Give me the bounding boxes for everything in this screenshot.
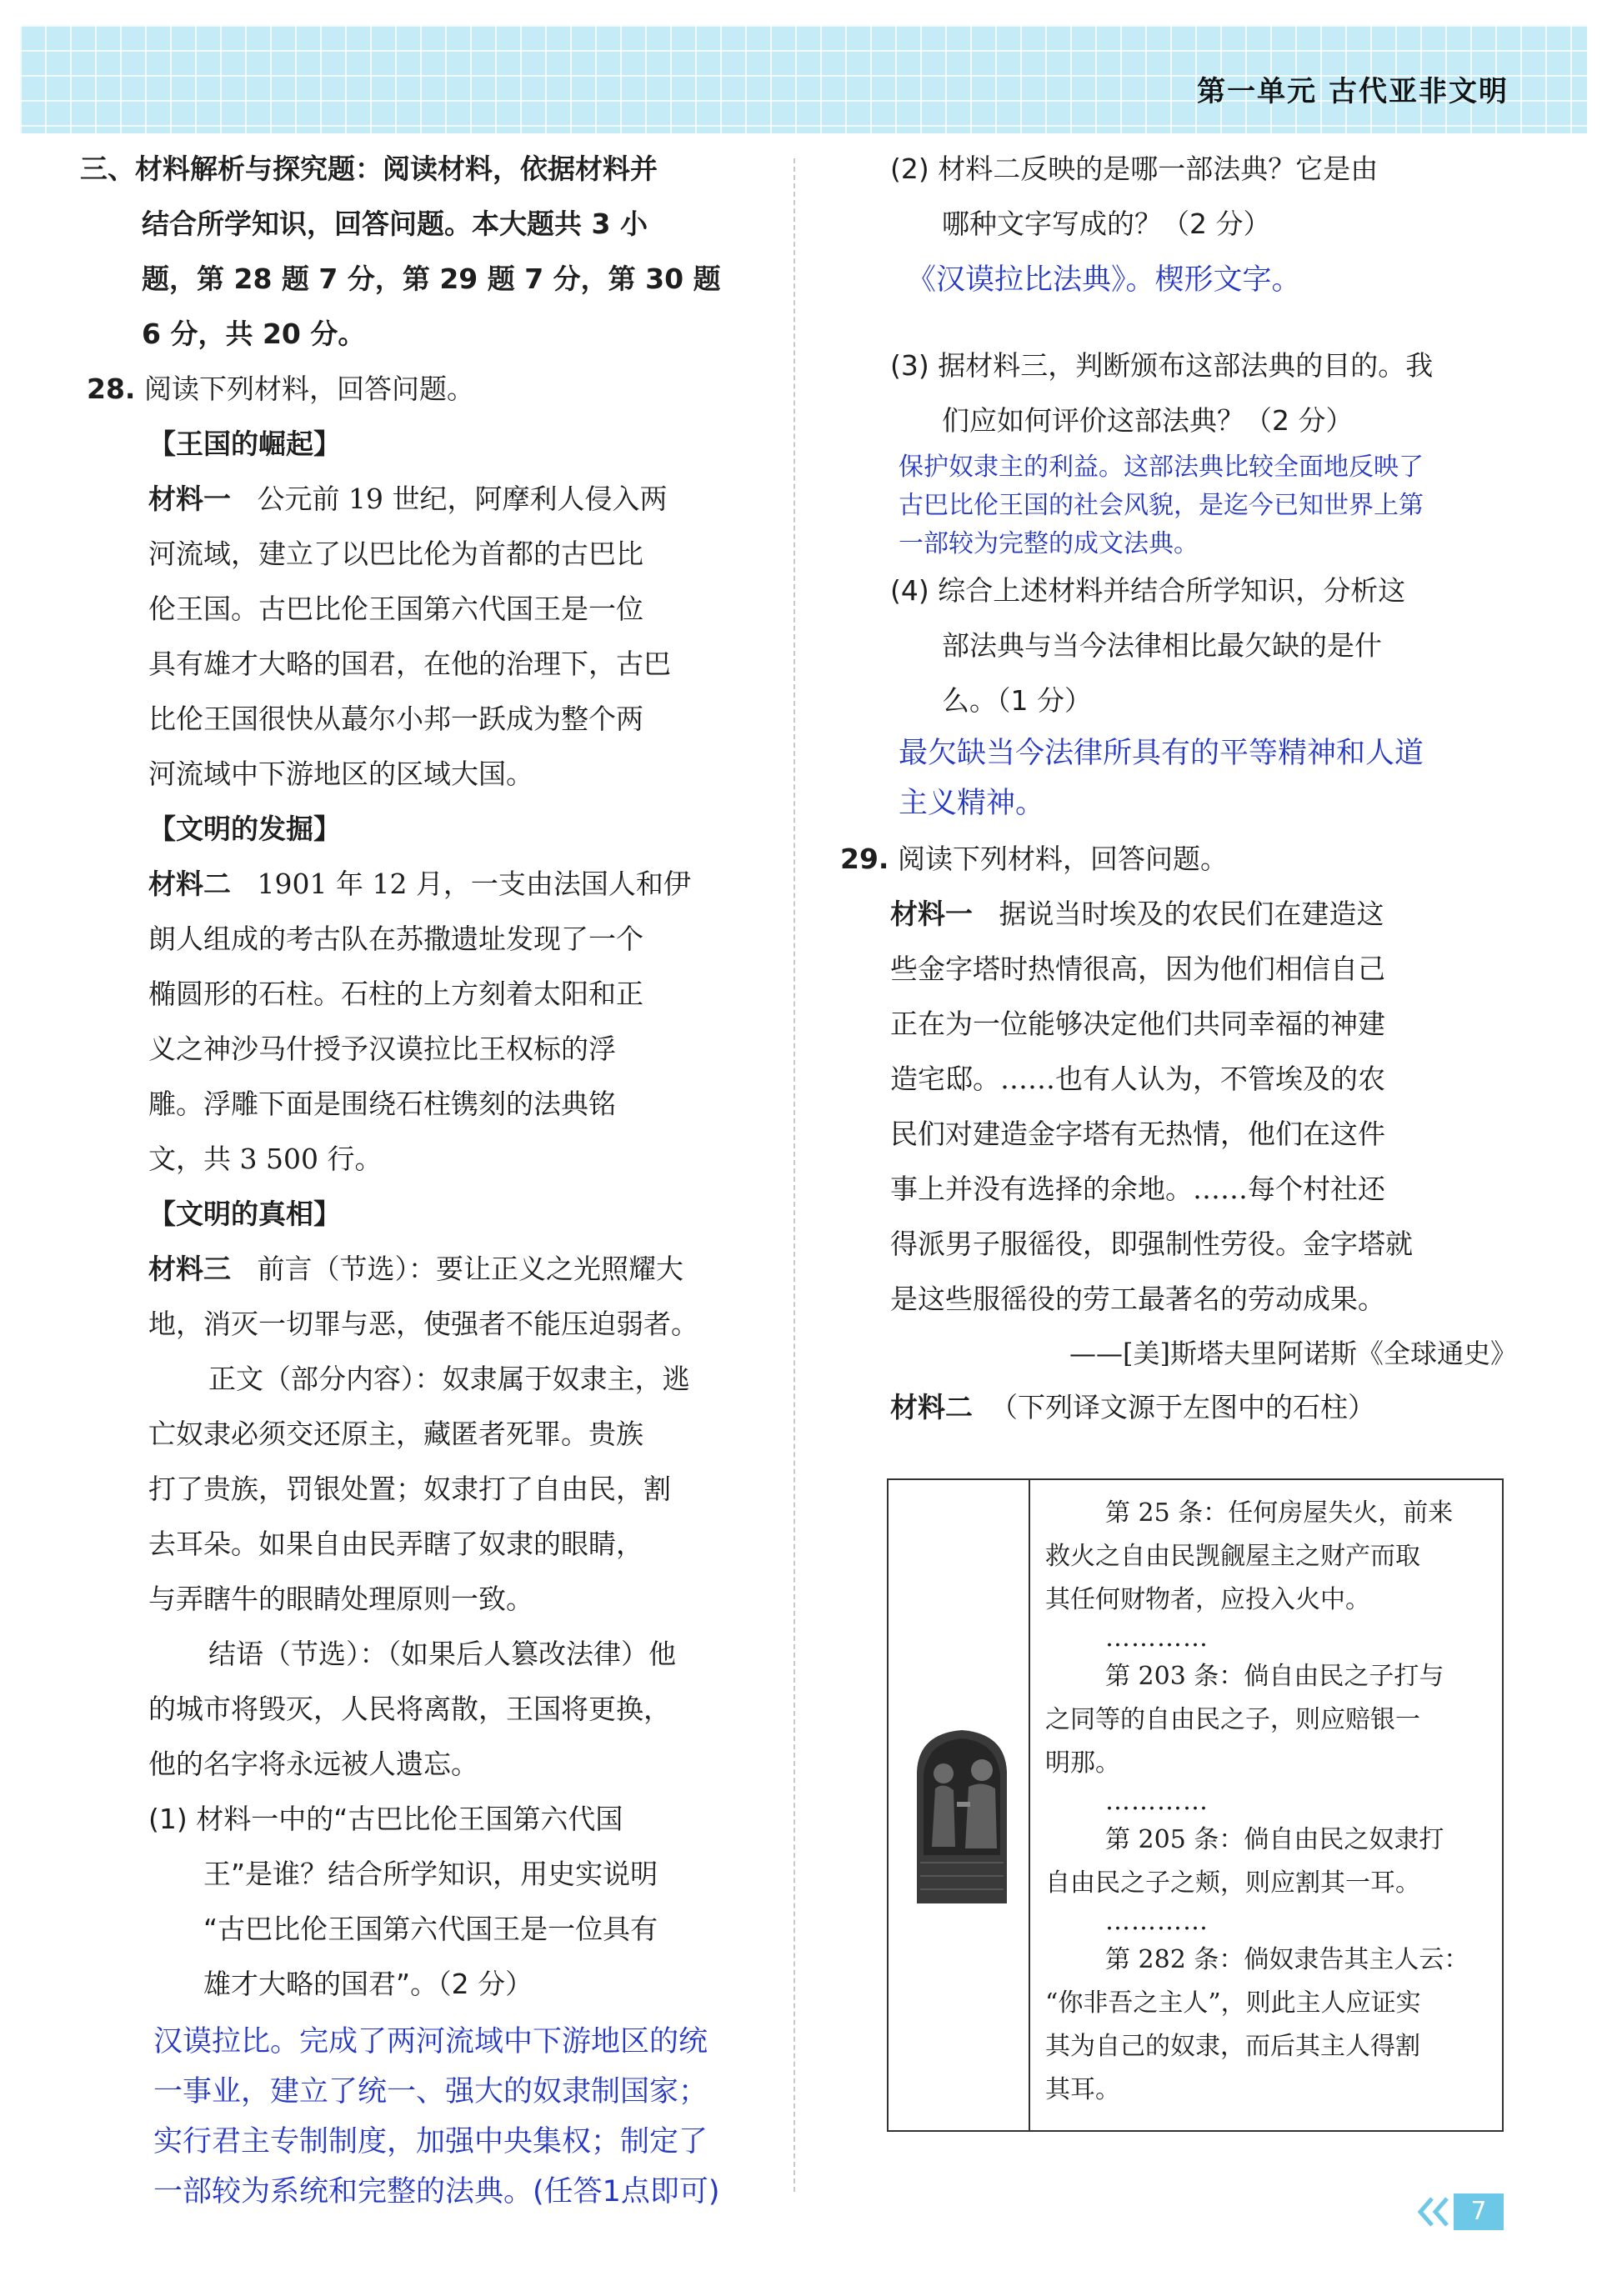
law-text: 之同等的自由民之子，则应赔银一 [1045,1705,1420,1734]
material-note: （下列译文源于左图中的石柱） [989,1391,1375,1423]
sub-question-2 [890,142,1517,252]
material-source: ——[美]斯塔夫里阿诺斯《全球通史》 [1069,1338,1517,1369]
material-text: 正文（部分内容）：奴隶属于奴隶主，逃 [208,1363,690,1395]
law-articles [1045,1492,1487,2112]
question-stem: 阅读下列材料，回答问题。 [897,843,1228,875]
answer-text: 一事业，建立了统一、强大的奴隶制国家； [153,2075,708,2108]
law-text: 第 282 条：倘奴隶告其主人云： [1105,1945,1469,1974]
material-text: 朗人组成的考古队在苏撒遗址发现了一个 [148,923,643,955]
material-text: 是这些服徭役的劳工最著名的劳动成果。 [890,1283,1385,1315]
question-text: 部法典与当今法律相比最欠缺的是什 [942,629,1382,662]
material-text: 与弄瞎牛的眼睛处理原则一致。 [148,1583,533,1615]
right-column [840,142,1517,1435]
material-text: 事上并没有选择的余地。……每个村社还 [890,1173,1385,1205]
material-label: 材料一 [148,483,231,515]
section-heading: 【王国的崛起】 [148,428,341,460]
hammurabi-stele-image [899,1722,1025,1903]
material-text: 河流域中下游地区的区域大国。 [148,758,533,790]
law-text: 第 25 条：任何房屋失火，前来 [1105,1498,1454,1528]
answer-3 [899,448,1517,563]
material-text: 雕。浮雕下面是围绕石柱镌刻的法典铭 [148,1088,616,1120]
question-text: 王”是谁？结合所学知识，用史实说明 [203,1858,658,1890]
answer-text: 实行君主专制制度，加强中央集权；制定了 [153,2125,708,2158]
material-text: 地，消灭一切罪与恶，使强者不能压迫弱者。 [148,1308,698,1340]
material-text: 他的名字将永远被人遗忘。 [148,1748,478,1780]
section-intro-line: 题，第 28 题 7 分，第 29 题 7 分，第 30 题 [142,263,721,295]
answer-text: 最欠缺当今法律所具有的平等精神和人道 [899,737,1424,770]
sub-question-3 [890,338,1517,448]
material-text: 义之神沙马什授予汉谟拉比王权标的浮 [148,1033,616,1065]
double-chevron-left-icon [1414,2193,1454,2230]
law-article-282 [1045,1938,1487,2112]
material-text: 民们对建造金字塔有无热情，他们在这件 [890,1118,1385,1150]
material-text: 打了贵族，罚银处置；奴隶打了自由民，割 [148,1473,671,1505]
sub-question-4 [890,563,1517,728]
answer-1 [153,2017,770,2217]
law-text: 其耳。 [1045,2075,1120,2104]
material-text: 些金字塔时热情很高，因为他们相信自己 [890,953,1385,985]
answer-2: 《汉谟拉比法典》。楔形文字。 [907,263,1301,297]
question-text: (1) 材料一中的“古巴比伦王国第六代国 [148,1803,623,1835]
unit-title: 第一单元 古代亚非文明 [1197,75,1509,108]
material-label: 材料三 [148,1253,231,1285]
section-intro-line: 三、材料解析与探究题：阅读材料，依据材料并 [80,153,658,185]
answer-text: 一部较为完整的成文法典。 [899,529,1199,558]
question-text: “古巴比伦王国第六代国王是一位具有 [203,1913,658,1945]
page-number: 7 [1454,2193,1504,2230]
answer-text: 保护奴隶主的利益。这部法典比较全面地反映了 [899,453,1424,482]
material-text: 伦王国。古巴比伦王国第六代国王是一位 [148,593,643,625]
material-text: 据说当时埃及的农民们在建造这 [999,898,1384,930]
law-article-205 [1045,1818,1487,1905]
material-text: 结语（节选）：（如果后人篡改法律）他 [208,1638,676,1670]
answer-text: 主义精神。 [899,787,1045,820]
material-text: 得派男子服徭役，即强制性劳役。金字塔就 [890,1228,1413,1260]
material-text: 正在为一位能够决定他们共同幸福的神建 [890,1008,1385,1040]
law-text: 其为自己的奴隶，而后其主人得割 [1045,2032,1420,2061]
material-text: 造宅邸。……也有人认为，不管埃及的农 [890,1063,1385,1095]
answer-text: 古巴比伦王国的社会风貌，是迄今已知世界上第 [899,491,1424,520]
material-text: 文，共 3 500 行。 [148,1143,383,1175]
material-text: 河流域，建立了以巴比伦为首都的古巴比 [148,538,643,570]
law-text: 第 203 条：倘自由民之子打与 [1105,1662,1444,1691]
left-column [80,142,770,2217]
stele-image-cell [889,1480,1030,2130]
law-excerpt-box [887,1478,1504,2132]
answer-text: 汉谟拉比。完成了两河流域中下游地区的统 [153,2025,708,2058]
question-28 [87,362,770,417]
answer-4 [899,728,1517,828]
law-text: “你非吾之主人”，则此主人应证实 [1045,1988,1421,2018]
question-text: 雄才大略的国君”。（2 分） [203,1968,533,2000]
section-intro-line: 6 分，共 20 分。 [142,318,366,350]
section-intro-line: 结合所学知识，回答问题。本大题共 3 小 [142,208,648,240]
material-label: 材料二 [890,1391,973,1423]
law-text: 救火之自由民觊觎屋主之财产而取 [1045,1542,1420,1571]
answer-text: 一部较为系统和完整的法典。(任答1点即可) [153,2175,720,2208]
question-number: 28. [87,373,136,405]
section-heading: 【文明的真相】 [148,1198,341,1230]
material-text: 比伦王国很快从蕞尔小邦一跃成为整个两 [148,703,643,735]
law-text: 其任何财物者，应投入火中。 [1045,1585,1370,1614]
material-text: 具有雄才大略的国君，在他的治理下，古巴 [148,648,671,680]
material-text: 1901 年 12 月，一支由法国人和伊 [257,868,691,900]
question-stem: 阅读下列材料，回答问题。 [143,373,474,405]
question-text: 们应如何评价这部法典？（2 分） [942,404,1354,437]
question-text: (3) 据材料三，判断颁布这部法典的目的。我 [890,349,1434,382]
material-text: 椭圆形的石柱。石柱的上方刻着太阳和正 [148,978,643,1010]
ellipsis-separator: ………… [1105,1787,1209,1816]
ellipsis-separator: ………… [1105,1907,1209,1936]
material-text: 公元前 19 世纪，阿摩利人侵入两 [257,483,668,515]
law-text: 第 205 条：倘自由民之奴隶打 [1105,1825,1444,1854]
law-text: 明那。 [1045,1748,1120,1778]
question-text: (2) 材料二反映的是哪一部法典？它是由 [890,153,1379,185]
column-divider [793,158,795,2192]
material-label: 材料一 [890,898,973,930]
material-text: 去耳朵。如果自由民弄瞎了奴隶的眼睛， [148,1528,643,1560]
material-label: 材料二 [148,868,231,900]
sub-question-1 [148,1792,770,2012]
question-number: 29. [840,843,889,875]
question-text: 哪种文字写成的？（2 分） [942,208,1271,240]
material-text: 的城市将毁灭，人民将离散，王国将更换， [148,1693,671,1725]
section-heading: 【文明的发掘】 [148,813,341,845]
question-text: 么。（1 分） [942,684,1092,717]
law-text: 自由民之子之颊，则应割其一耳。 [1045,1868,1420,1898]
law-article-203 [1045,1655,1487,1785]
material-text: 前言（节选）：要让正义之光照耀大 [257,1253,683,1285]
material-text: 亡奴隶必须交还原主，藏匿者死罪。贵族 [148,1418,643,1450]
ellipsis-separator: ………… [1105,1623,1209,1653]
law-article-25 [1045,1492,1487,1622]
question-text: (4) 综合上述材料并结合所学知识，分析这 [890,574,1406,607]
page-number-badge [1414,2193,1505,2230]
question-29 [840,832,1517,887]
section-intro [80,142,770,362]
